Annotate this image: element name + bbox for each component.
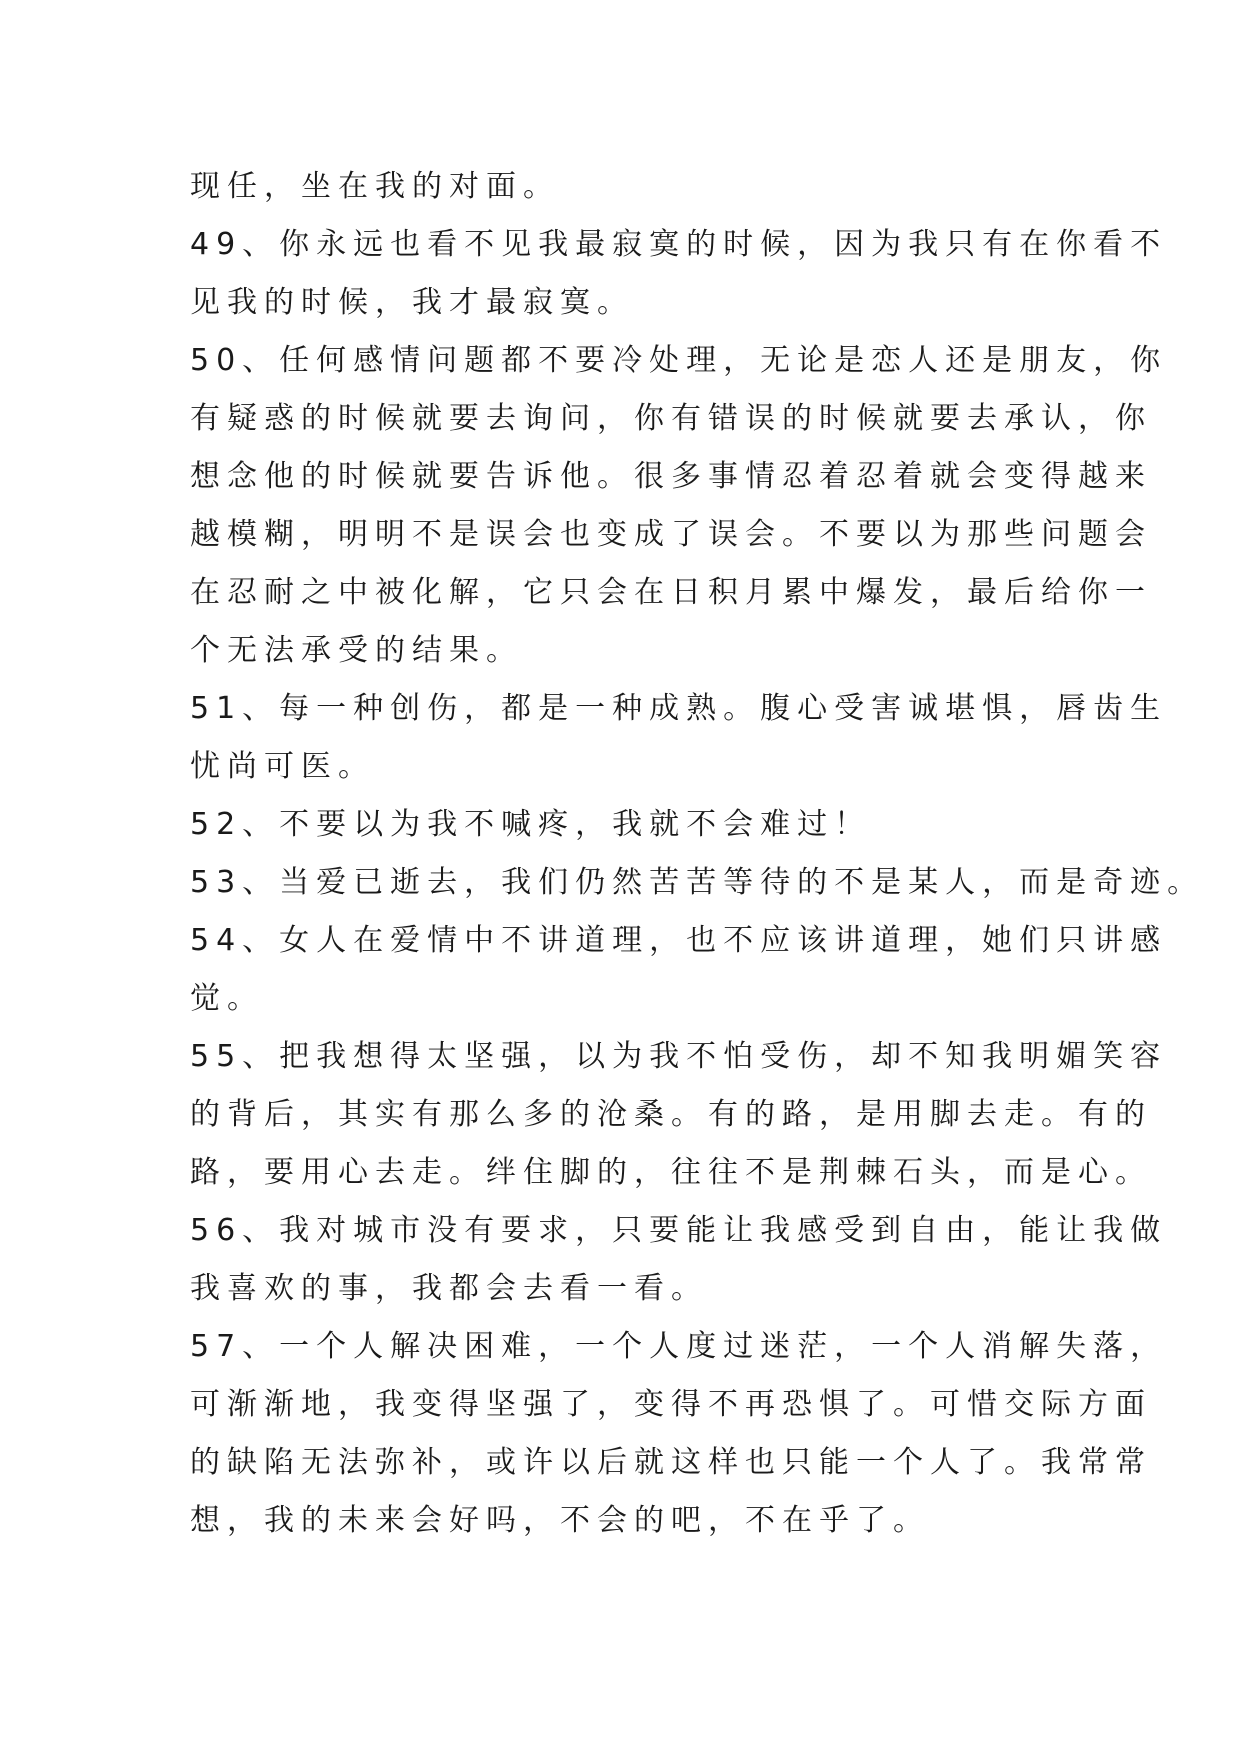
text-line: 想念他的时候就要告诉他。很多事情忍着忍着就会变得越来 xyxy=(190,459,1152,494)
text-line: 见我的时候，我才最寂寞。 xyxy=(190,285,634,320)
text-line: 可渐渐地，我变得坚强了，变得不再恐惧了。可惜交际方面 xyxy=(190,1387,1152,1422)
text-line: 50、任何感情问题都不要冷处理，无论是恋人还是朋友，你 xyxy=(190,343,1168,378)
text-line: 51、每一种创伤，都是一种成熟。腹心受害诚堪惧，唇齿生 xyxy=(190,691,1168,726)
document-body xyxy=(190,158,1205,1550)
text-line: 忧尚可医。 xyxy=(190,749,375,784)
text-line: 的缺陷无法弥补，或许以后就这样也只能一个人了。我常常 xyxy=(190,1445,1152,1480)
text-line: 路，要用心去走。绊住脚的，往往不是荆棘石头，而是心。 xyxy=(190,1155,1152,1190)
text-line: 53、当爱已逝去，我们仍然苦苦等待的不是某人，而是奇迹。 xyxy=(190,865,1205,900)
text-line: 55、把我想得太坚强，以为我不怕受伤，却不知我明媚笑容 xyxy=(190,1039,1168,1074)
text-line: 有疑惑的时候就要去询问，你有错误的时候就要去承认，你 xyxy=(190,401,1152,436)
text-line: 想，我的未来会好吗，不会的吧，不在乎了。 xyxy=(190,1503,930,1538)
text-line: 现任，坐在我的对面。 xyxy=(190,169,560,204)
text-line: 54、女人在爱情中不讲道理，也不应该讲道理，她们只讲感 xyxy=(190,923,1168,958)
text-line: 49、你永远也看不见我最寂寞的时候，因为我只有在你看不 xyxy=(190,227,1168,262)
text-line: 的背后，其实有那么多的沧桑。有的路，是用脚去走。有的 xyxy=(190,1097,1152,1132)
text-line: 57、一个人解决困难，一个人度过迷茫，一个人消解失落， xyxy=(190,1329,1168,1364)
text-line: 我喜欢的事，我都会去看一看。 xyxy=(190,1271,708,1306)
text-line: 越模糊，明明不是误会也变成了误会。不要以为那些问题会 xyxy=(190,517,1152,552)
text-line: 个无法承受的结果。 xyxy=(190,633,523,668)
text-line: 52、不要以为我不喊疼，我就不会难过！ xyxy=(190,807,872,842)
text-line: 在忍耐之中被化解，它只会在日积月累中爆发，最后给你一 xyxy=(190,575,1152,610)
text-line: 56、我对城市没有要求，只要能让我感受到自由，能让我做 xyxy=(190,1213,1168,1248)
text-line: 觉。 xyxy=(190,981,264,1016)
